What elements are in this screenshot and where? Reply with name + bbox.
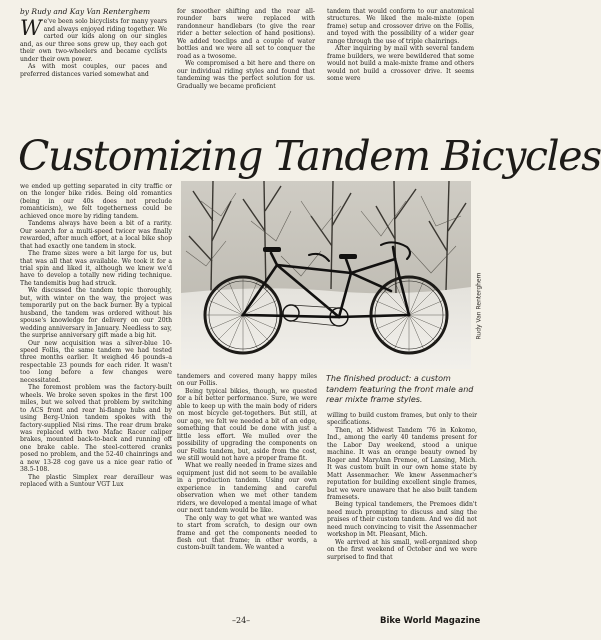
page-number: –24–	[232, 616, 251, 625]
photo-credit-text: Rudy Van Renterghem	[475, 272, 483, 340]
magazine-name: Bike World Magazine	[380, 616, 481, 626]
paragraph: for smoother shifting and the rear all-rounder bars were replaced with randonneur handlebars (to give the rear rider a better selection of hand positions). We added toeclips and a couple of water bottles and we were all set to conquer the road as a twosome.	[177, 8, 315, 60]
paragraph: Our new acquisition was a silver-blue 10-speed Follis, the same tandem we had tested three months earlier. It weighed 46 pounds–a respectable 23 pounds for each rider. It wasn't too long before a few changes were necessitated.	[20, 339, 172, 384]
paragraph: willing to build custom frames, but only to their specifications.	[327, 412, 477, 427]
body-column-3	[327, 412, 477, 609]
paragraph: Being typical bikies, though, we quested for a bit better performance. Sure, we were able to keep up with the main body of riders on most bicycle get-togethers. But still, at our age, we felt we needed a bit of an edge, something that could be done with just a little less effort. We mulled over the possibility of upgrading the components on our Follis tandem, but, aside from the cost, we still would not have a proper frame fit.	[177, 387, 317, 462]
body-column-2	[177, 373, 317, 609]
paragraph: What we really needed in frame sizes and equipment just did not seem to be available in a production tandem. Using our own experience in tandeming and careful observation when we met other tandem riders, we developed a mental image of what our next tandem would be like.	[177, 462, 317, 515]
paragraph: tandem that would conform to our anatomical structures. We liked the male-mixte (open frame) setup and crossover drive on the Follis, and toyed with the possibility of a wider gear range through the use of triple chainrings.	[327, 8, 474, 45]
paragraph: We arrived at his small, well-organized shop on the first weekend of October and we were surprised to find that	[327, 538, 477, 561]
intro-column-3	[327, 8, 474, 131]
paragraph: The plastic Simplex rear derailleur was replaced with a Suntour VGT Lux	[20, 473, 172, 489]
paragraph: The only way to get what we wanted was to start from scratch, to design our own frame and get the components needed to flesh out that frame; in other words, a custom-built tandem. We wanted a	[177, 514, 317, 552]
photo-caption: The finished product: a custom tandem featuring the front male and rear mixte frame styles.	[326, 374, 474, 404]
intro-column-1	[20, 8, 167, 131]
paragraph: We discussed the tandem topic thoroughly, but, with winter on the way, the project was temporarily put on the back burner. By a typical husband, the tandem was ordered without his spouse's knowledge for delivery on our 20th wedding anniversary in January. Needless to say, the surprise anniversary gift made a big hit.	[20, 287, 172, 340]
paragraph: Tandems always have been a bit of a rarity. Our search for a multi-speed twicer was finally rewarded, after much effort, at a local bike shop that had exactly one tandem in stock.	[20, 220, 172, 250]
paragraph: The foremost problem was the factory-built wheels. We broke seven spokes in the first 100 miles, but we solved that problem by switching to ACS front and rear hi-flange hubs and by using Berg-Union tandem spokes with the factory-supplied Nisi rims. The rear drum brake was replaced with two Mafac Racer caliper brakes, mounted back-to-back and running off one brake cable. The steel-cottered cranks posed no problem, and the 52-40 chainrings and a new 13-28 cog gave us a nice gear ratio of 38.5-108.	[20, 384, 172, 474]
article-headline: Customizing Tandem Bicycles	[18, 132, 601, 180]
paragraph: Then, at Midwest Tandem '76 in Kokomo, Ind., among the early 40 tandems present for the Labor Day weekend, stood a unique machine. It was an orange beauty owned by Roger and MaryAnn Premoe, of Lansing, Mich. It was custom built in our own home state by Matt Assenmacher. We knew Assenmacher's reputation for building excellent single frames, but we were unaware that he also built tandem framesets.	[327, 426, 477, 501]
byline: by Rudy and Kay Van Renterghem	[20, 7, 151, 16]
body-column-1	[20, 183, 172, 609]
paragraph: Being typical tandemers, the Premoes didn't need much prompting to discuss and sing the praises of their custom tandem. And we did not need much convincing to visit the Assenmacher workshop in Mt. Pleasant, Mich.	[327, 501, 477, 539]
tandem-bicycle-illustration	[181, 181, 471, 369]
paragraph: As with most couples, our paces and preferred distances varied somewhat and	[20, 63, 167, 78]
tandem-bicycle-photo	[181, 181, 471, 369]
paragraph: tandemers and covered many happy miles on our Follis.	[177, 373, 317, 388]
paragraph: The frame sizes were a bit large for us, but that was all that was available. We took it for a trial spin and liked it, although we knew we'd have to develop a totally new riding technique. The tandemitis bug had struck.	[20, 250, 172, 287]
paragraph: After inquiring by mail with several tandem frame builders, we were bewildered that some would not build a male-mixte frame and others would not build a crossover drive. It seems some were	[327, 45, 474, 83]
drop-cap: W	[20, 16, 42, 41]
paragraph: We compromised a bit here and there on our individual riding styles and found that tandeming was the perfect solution for us. Gradually we became proficient	[177, 60, 315, 90]
paragraph: e've been solo bicyclists for many years and always enjoyed riding together. We carted our kids along on our singles and, as our three sons grew up, they each got their own two-wheelers and became cyclists under their own power.	[20, 18, 167, 63]
photo-credit	[473, 242, 485, 370]
intro-column-2	[177, 8, 315, 131]
paragraph: we ended up getting separated in city traffic or on the longer bike rides. Being old romantics (being in our 40s does not preclude romanticism), we felt togetherness could be achieved once more by riding tandem.	[20, 183, 172, 220]
